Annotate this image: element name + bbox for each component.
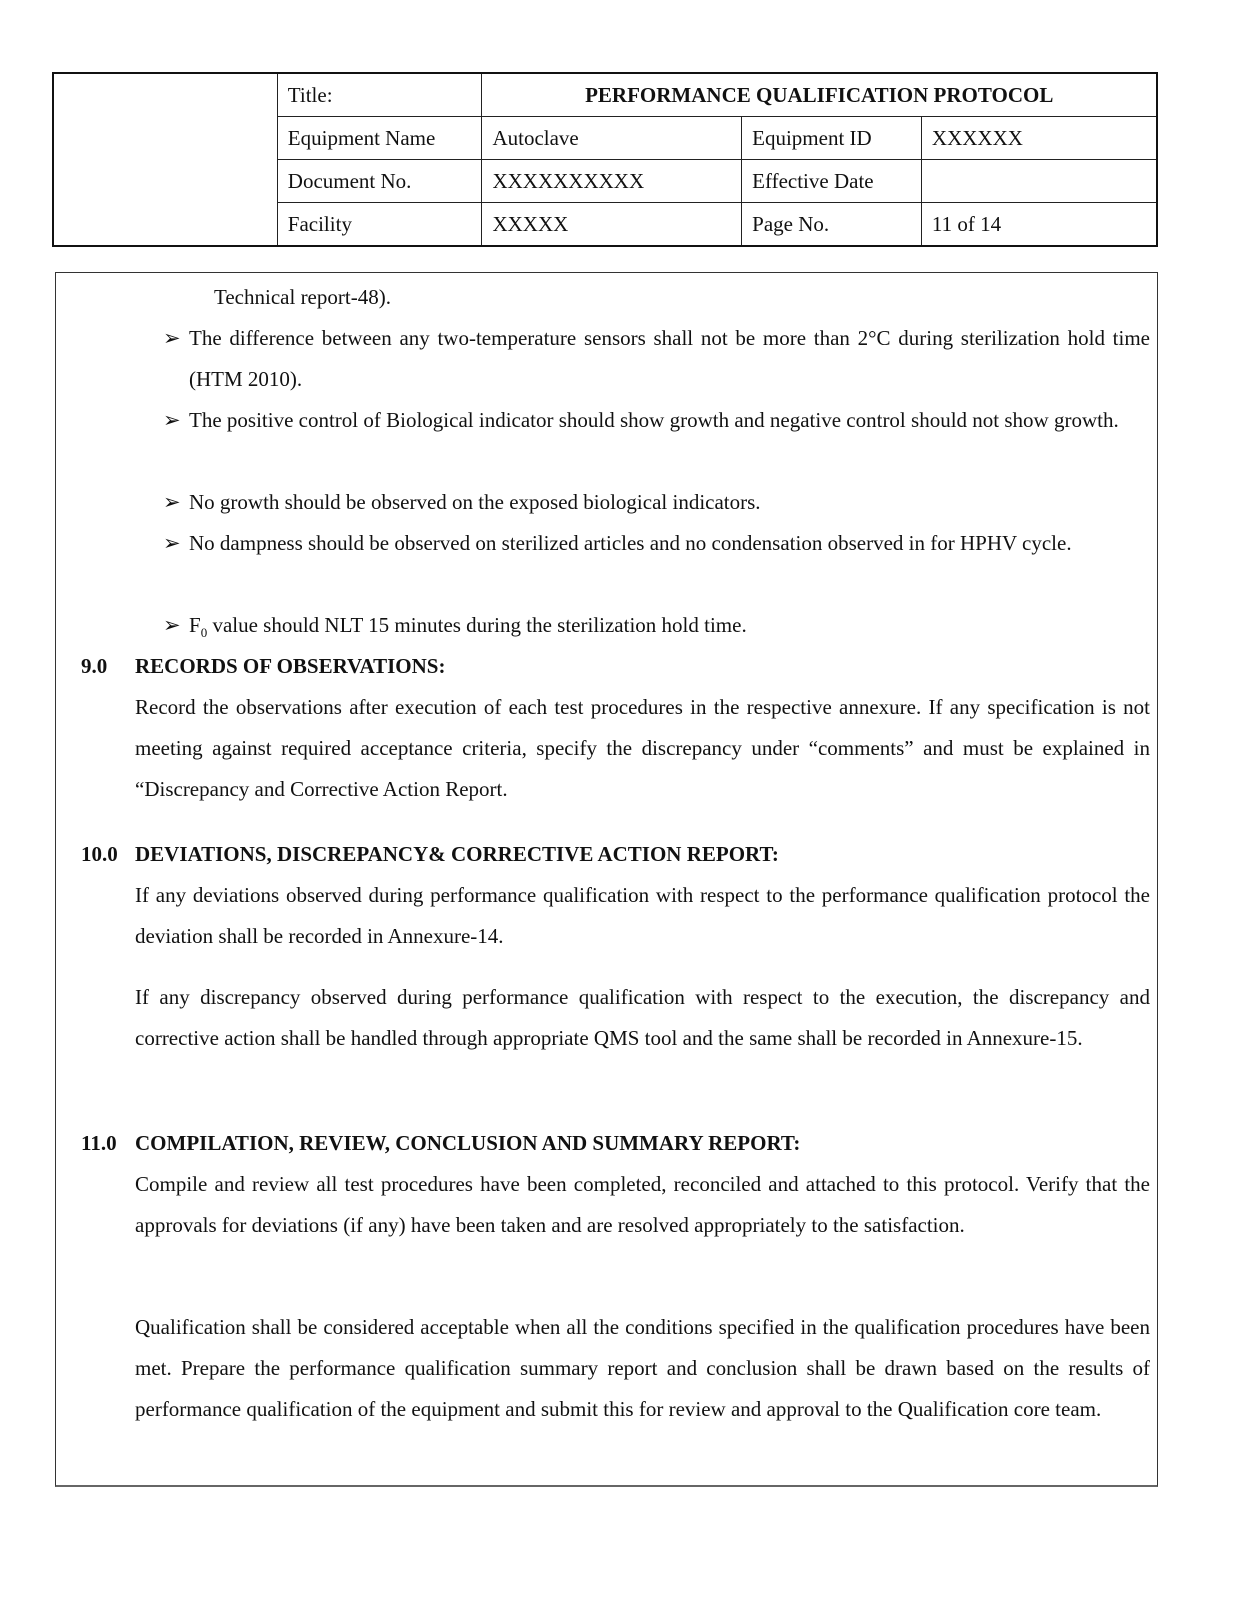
facility-label: Facility <box>277 203 482 247</box>
list-item <box>163 523 1150 564</box>
equipment-id-value: XXXXXX <box>921 117 1157 160</box>
effective-date-label: Effective Date <box>742 160 922 203</box>
arrow-bullet-icon: ➢ <box>163 326 181 350</box>
page-no-label: Page No. <box>742 203 922 247</box>
paragraph: If any deviations observed during performance qualification with respect to the performance qualification protocol the deviation shall be recorded in Annexure-14. <box>135 883 1150 948</box>
bullet-text: $F_0$ value should NLT 15 minutes during the sterilization hold time. <box>189 613 747 641</box>
list-item <box>163 318 1150 400</box>
paragraph: Record the observations after execution of each test procedures in the respective annexure. If any specification is not meeting against required acceptance criteria, specify the discrepancy under “comments” and must be explained in “Discrepancy and Corrective Action Report. <box>135 695 1150 801</box>
equipment-id-label: Equipment ID <box>742 117 922 160</box>
document-no-label: Document No. <box>277 160 482 203</box>
bullet-text: The positive control of Biological indicator should show growth and negative control should not show growth. <box>189 408 1119 432</box>
logo-cell <box>53 73 277 246</box>
arrow-bullet-icon: ➢ <box>163 408 181 432</box>
arrow-bullet-icon: ➢ <box>163 490 181 514</box>
section-heading: 11.0 COMPILATION, REVIEW, CONCLUSION AND SUMMARY REPORT: <box>81 1131 801 1155</box>
effective-date-value <box>921 160 1157 203</box>
page-no-value: 11 of 14 <box>921 203 1157 247</box>
continued-text: Technical report-48). <box>214 285 391 309</box>
list-item <box>163 400 1150 441</box>
document-no-value: XXXXXXXXXX <box>482 160 742 203</box>
facility-value: XXXXX <box>482 203 742 247</box>
document-header-table <box>52 72 1158 247</box>
document-body <box>55 272 1158 1487</box>
bullet-text: No dampness should be observed on sterilized articles and no condensation observed in for HPHV cycle. <box>189 531 1072 555</box>
paragraph: Compile and review all test procedures have been completed, reconciled and attached to this protocol. Verify that the approvals for deviations (if any) have been taken and are resolved appropriately to the satisfaction. <box>135 1172 1150 1237</box>
title-label: Title: <box>277 73 482 117</box>
equipment-name-label: Equipment Name <box>277 117 482 160</box>
bullet-text: The difference between any two-temperature sensors shall not be more than 2°C during sterilization hold time (HTM 2010). <box>189 326 1150 391</box>
bullet-text: No growth should be observed on the exposed biological indicators. <box>189 490 761 514</box>
arrow-bullet-icon: ➢ <box>163 613 181 637</box>
paragraph: Qualification shall be considered acceptable when all the conditions specified in the qualification procedures have been met. Prepare the performance qualification summary report and conclusion shall be drawn based on the results of performance qualification of the equipment and submit this for review and approval to the Qualification core team. <box>135 1315 1150 1421</box>
list-item <box>163 482 1150 523</box>
section-heading: 10.0 DEVIATIONS, DISCREPANCY& CORRECTIVE ACTION REPORT: <box>81 842 779 866</box>
equipment-name-value: Autoclave <box>482 117 742 160</box>
arrow-bullet-icon: ➢ <box>163 531 181 555</box>
paragraph: If any discrepancy observed during performance qualification with respect to the execution, the discrepancy and corrective action shall be handled through appropriate QMS tool and the same shall be recorded in Annexure-15. <box>135 985 1150 1050</box>
document-title: PERFORMANCE QUALIFICATION PROTOCOL <box>482 73 1157 117</box>
section-heading: 9.0 RECORDS OF OBSERVATIONS: <box>81 654 446 678</box>
